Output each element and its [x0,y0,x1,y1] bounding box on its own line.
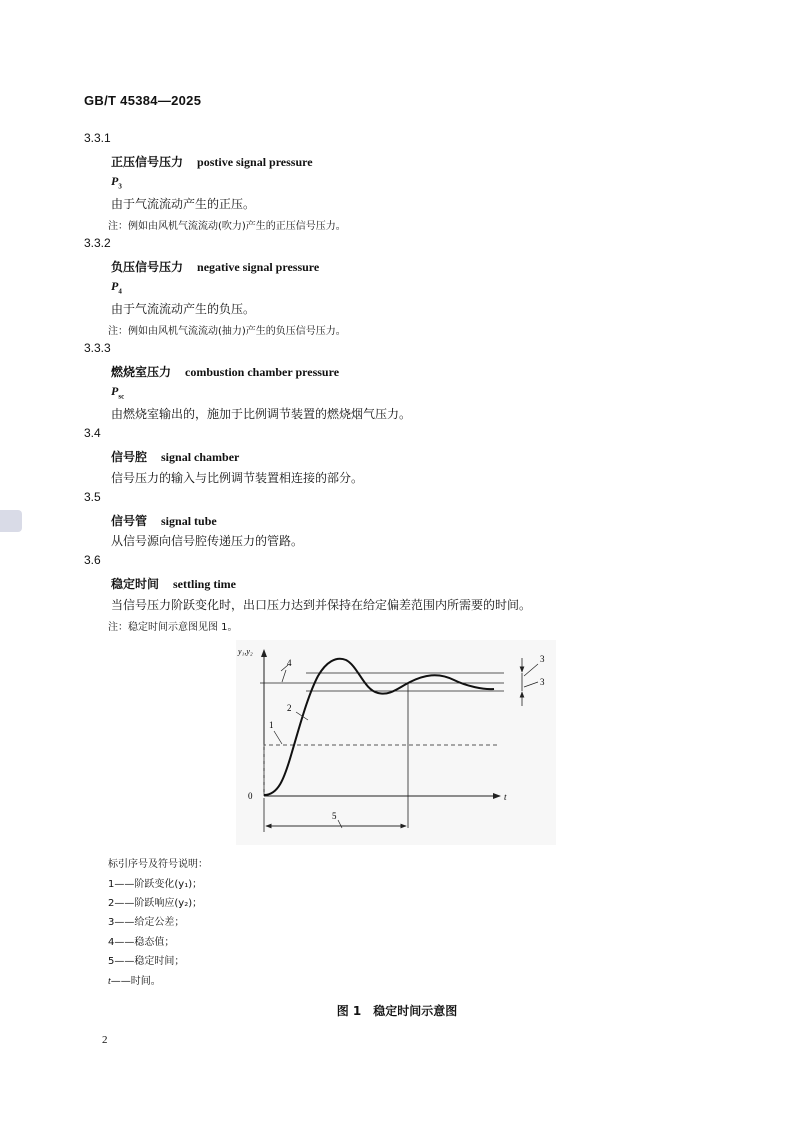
clause-number: 3.5 [84,490,101,504]
term-en: signal chamber [161,450,240,464]
term-zh: 稳定时间 [111,577,160,591]
legend-item: 1——阶跃变化(y₁)； [108,879,203,890]
callout-3-lower: 3 [540,677,545,687]
term-zh: 燃烧室压力 [111,365,172,379]
settling-time-diagram [226,640,556,848]
callout-1: 1 [269,720,274,730]
term-heading [111,448,239,465]
term-heading [111,512,217,529]
callout-5: 5 [332,811,337,821]
clause-number: 3.3.3 [84,341,111,355]
clause-number: 3.3.2 [84,236,111,250]
legend-item: 2——阶跃响应(y₂)； [108,898,203,909]
term-heading [111,258,319,275]
term-definition: 从信号源向信号腔传递压力的管路。 [111,534,304,548]
term-en: postive signal pressure [197,155,313,169]
term-definition: 当信号压力阶跃变化时，出口压力达到并保持在给定偏差范围内所需要的时间。 [111,598,532,612]
term-heading [111,153,313,170]
term-symbol: $P_{sc}$ [111,384,125,401]
legend-item: 3——给定公差； [108,917,185,928]
term-en: signal tube [161,514,217,528]
term-note: 注：例如由风机气流流动(抽力)产生的负压信号压力。 [108,326,346,337]
term-en: combustion chamber pressure [185,365,340,379]
term-zh: 负压信号压力 [111,260,184,274]
term-heading [111,575,236,592]
term-definition: 由燃烧室输出的，施加于比例调节装置的燃烧烟气压力。 [111,407,412,421]
page-number: 2 [102,1034,108,1046]
standard-number: GB/T 45384—2025 [84,93,202,108]
clause-number: 3.3.1 [84,131,111,145]
legend-item: 4——稳态值； [108,937,175,948]
callout-4: 4 [287,658,292,668]
clause-number: 3.6 [84,553,101,567]
term-en: settling time [173,577,236,591]
term-zh: 正压信号压力 [111,155,184,169]
term-definition: 由于气流流动产生的负压。 [111,302,256,316]
term-symbol: $P_4$ [111,279,122,296]
figure-background [236,640,556,845]
term-symbol: $P_3$ [111,174,122,191]
term-en: negative signal pressure [197,260,320,274]
y-axis-label: y₁,y₂ [238,647,253,656]
term-note: 注：稳定时间示意图见图 1。 [108,622,238,633]
term-heading [111,363,339,380]
legend-title: 标引序号及符号说明： [108,859,208,870]
term-zh: 信号管 [111,514,148,528]
term-zh: 信号腔 [111,450,148,464]
side-tab-mark [0,510,22,532]
callout-2: 2 [287,703,292,713]
term-definition: 由于气流流动产生的正压。 [111,197,256,211]
figure-caption: 图 1 稳定时间示意图 [336,1004,458,1018]
term-definition: 信号压力的输入与比例调节装置相连接的部分。 [111,471,364,485]
term-note: 注：例如由风机气流流动(吹力)产生的正压信号压力。 [108,221,346,232]
legend-item: 5——稳定时间； [108,956,185,967]
origin-label: 0 [248,791,253,801]
clause-number: 3.4 [84,426,101,440]
callout-3-upper: 3 [540,654,545,664]
legend-item: t——时间。 [108,976,161,987]
x-axis-label: t [504,792,507,802]
